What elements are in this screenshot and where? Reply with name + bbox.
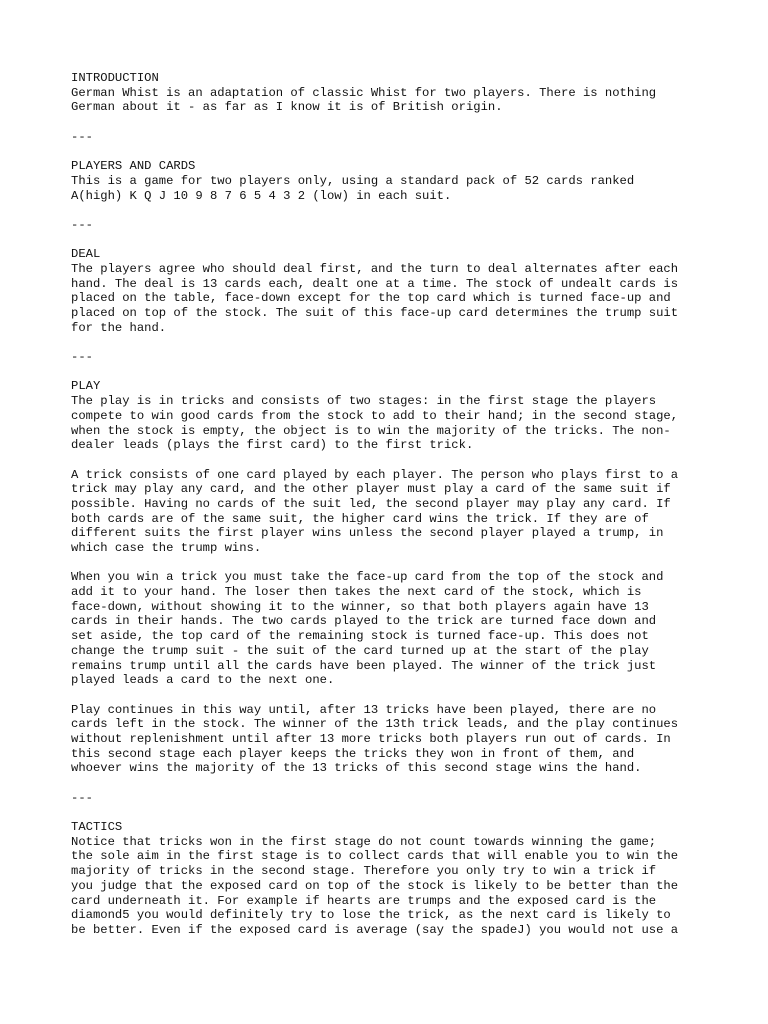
- blank-line: [71, 688, 711, 703]
- text-line: dealer leads (plays the first card) to the first trick.: [71, 438, 474, 453]
- section-heading: TACTICS: [71, 820, 123, 835]
- blank-line: [71, 556, 711, 571]
- section-divider: ---: [71, 217, 93, 232]
- text-line: played leads a card to the next one.: [71, 673, 335, 688]
- blank-line: [71, 115, 711, 130]
- text-line: whoever wins the majority of the 13 tricks of this second stage wins the hand.: [71, 761, 642, 776]
- section-divider: ---: [71, 129, 93, 144]
- text-line: German about it - as far as I know it is of British origin.: [71, 100, 503, 115]
- text-line: Play continues in this way until, after 13 tricks have been played, there are no: [71, 702, 657, 717]
- text-line: you judge that the exposed card on top of the stock is likely to be better than the: [71, 878, 679, 893]
- text-line: placed on top of the stock. The suit of this face-up card determines the trump suit: [71, 306, 679, 320]
- blank-line: [71, 335, 711, 350]
- text-line: majority of tricks in the second stage. Therefore you only try to win a trick if: [71, 864, 657, 879]
- section-heading: PLAY: [71, 379, 101, 394]
- text-line: When you win a trick you must take the face-up card from the top of the stock and: [71, 570, 664, 585]
- text-line: set aside, the top card of the remaining stock is turned face-up. This does not: [71, 629, 649, 644]
- text-line: German Whist is an adaptation of classic Whist for two players. There is nothing: [71, 85, 657, 100]
- text-line: This is a game for two players only, using a standard pack of 52 cards ranked: [71, 173, 635, 188]
- section-divider: ---: [71, 350, 93, 365]
- text-line: trick may play any card, and the other player must play a card of the same suit if: [71, 482, 671, 497]
- text-line: The play is in tricks and consists of two stages: in the first stage the players: [71, 394, 657, 409]
- text-line: when the stock is empty, the object is to win the majority of the tricks. The non-: [71, 423, 671, 438]
- blank-line: [71, 805, 711, 820]
- text-line: be better. Even if the exposed card is average (say the spadeJ) you would not use a: [71, 922, 679, 937]
- text-line: cards in their hands. The two cards played to the trick are turned face down and: [71, 614, 657, 629]
- text-line: compete to win good cards from the stock to add to their hand; in the second stage,: [71, 408, 679, 423]
- blank-line: [71, 776, 711, 791]
- blank-line: [71, 144, 711, 159]
- text-line: placed on the table, face-down except for the top card which is turned face-up and: [71, 291, 671, 306]
- text-line: possible. Having no cards of the suit led, the second player may play any card. If: [71, 496, 671, 511]
- text-line: add it to your hand. The loser then takes the next card of the stock, which is: [71, 585, 642, 600]
- document-body: [71, 71, 711, 938]
- text-line: hand. The deal is 13 cards each, dealt one at a time. The stock of undealt cards is: [71, 276, 679, 291]
- text-line: for the hand.: [71, 320, 167, 335]
- blank-line: [71, 233, 711, 248]
- text-line: The players agree who should deal first, and the turn to deal alternates after each: [71, 261, 679, 276]
- text-line: Notice that tricks won in the first stage do not count towards winning the game;: [71, 834, 657, 849]
- text-line: different suits the first player wins unless the second player played a trump, in: [71, 526, 664, 541]
- section-heading: PLAYERS AND CARDS: [71, 159, 196, 174]
- blank-line: [71, 365, 711, 380]
- text-line: both cards are of the same suit, the higher card wins the trick. If they are of: [71, 511, 649, 526]
- text-line: A trick consists of one card played by each player. The person who plays first to a: [71, 467, 679, 482]
- blank-line: [71, 203, 711, 218]
- text-line: this second stage each player keeps the tricks they won in front of them, and: [71, 746, 635, 761]
- text-line: A(high) K Q J 10 9 8 7 6 5 4 3 2 (low) in each suit.: [71, 188, 452, 203]
- text-line: diamond5 you would definitely try to lose the trick, as the next card is likely to: [71, 908, 671, 923]
- text-line: remains trump until all the cards have been played. The winner of the trick just: [71, 658, 657, 673]
- text-line: which case the trump wins.: [71, 541, 262, 555]
- text-line: face-down, without showing it to the winner, so that both players again have 13: [71, 599, 649, 614]
- text-line: the sole aim in the first stage is to collect cards that will enable you to win the: [71, 849, 679, 864]
- section-divider: ---: [71, 790, 93, 805]
- text-line: cards left in the stock. The winner of the 13th trick leads, and the play continues: [71, 717, 679, 732]
- section-heading: INTRODUCTION: [71, 71, 159, 85]
- blank-line: [71, 453, 711, 468]
- section-heading: DEAL: [71, 247, 101, 262]
- text-line: without replenishment until after 13 more tricks both players run out of cards. In: [71, 731, 671, 746]
- text-line: change the trump suit - the suit of the card turned up at the start of the play: [71, 643, 649, 658]
- text-line: card underneath it. For example if hearts are trumps and the exposed card is the: [71, 893, 657, 908]
